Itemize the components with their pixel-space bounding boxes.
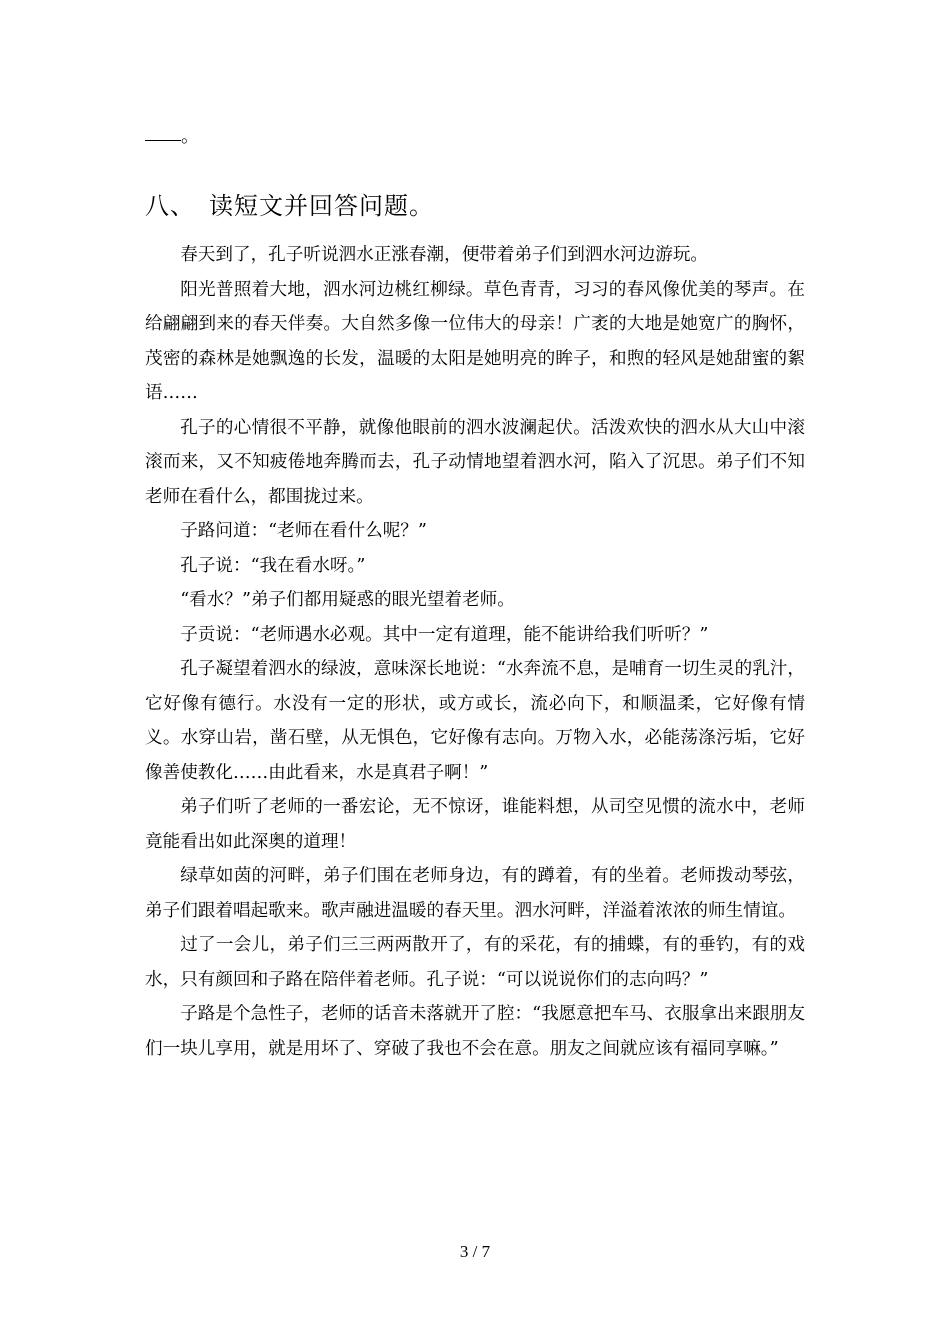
section-number: 八、	[145, 192, 195, 220]
passage-paragraph: 春天到了，孔子听说泗水正涨春潮，便带着弟子们到泗水河边游玩。	[180, 245, 709, 265]
passage-paragraph: 孔子的心情很不平静，就像他眼前的泗水波澜起伏。活泼欢快的泗水从大山中滚滚而来，又不知疲倦地奔腾而去，孔子动情地望着泗水河，陷入了沉思。弟子们不知老师在看什么，都围拢过来。	[145, 417, 805, 507]
passage-paragraph: 子路是个急性子，老师的话音未落就开了腔：“我愿意把车马、衣服拿出来跟朋友们一块儿享用，就是用坏了、穿破了我也不会在意。朋友之间就应该有福同享嘛。”	[145, 1004, 805, 1059]
answer-blank-suffix: 。	[181, 126, 199, 147]
passage-paragraph: 弟子们听了老师的一番宏论，无不惊讶，谁能料想，从司空见惯的流水中，老师竟能看出如此深奥的道理！	[145, 797, 805, 852]
passage-paragraph: 孔子凝望着泗水的绿波，意味深长地说：“水奔流不息，是哺育一切生灵的乳汁，它好像有德行。水没有一定的形状，或方或长，流必向下，和顺温柔，它好像有情义。水穿山岩，凿石壁，从无惧色，它好像有志向。万物入水，必能荡涤污垢，它好像善使教化……由此看来，水是真君子啊！”	[145, 659, 805, 783]
page-number: 3 / 7	[459, 1242, 491, 1261]
answer-blank-fragment	[145, 124, 199, 150]
passage-paragraph: 过了一会儿，弟子们三三两两散开了，有的采花，有的捕蝶，有的垂钓，有的戏水，只有颜回和子路在陪伴着老师。孔子说：“可以说说你们的志向吗？”	[145, 935, 805, 990]
section-heading	[145, 188, 434, 224]
answer-blank-underline	[145, 124, 181, 141]
passage-paragraph: 子路问道：“老师在看什么呢？”	[180, 521, 427, 541]
passage-paragraph: “看水？”弟子们都用疑惑的眼光望着老师。	[180, 590, 515, 610]
passage-paragraph: 阳光普照着大地，泗水河边桃红柳绿。草色青青，习习的春风像优美的琴声。在给翩翩到来的春天伴奏。大自然多像一位伟大的母亲！广袤的大地是她宽广的胸怀，茂密的森林是她飘逸的长发，温暖的太阳是她明亮的眸子，和煦的轻风是她甜蜜的絮语……	[145, 279, 805, 403]
passage-paragraph: 孔子说：“我在看水呀。”	[180, 555, 366, 576]
passage-paragraph: 绿草如茵的河畔，弟子们围在老师身边，有的蹲着，有的坐着。老师拨动琴弦，弟子们跟着唱起歌来。歌声融进温暖的春天里。泗水河畔，洋溢着浓浓的师生情谊。	[145, 866, 805, 921]
passage-paragraph: 子贡说：“老师遇水必观。其中一定有道理，能不能讲给我们听听？”	[180, 624, 709, 645]
section-title: 读短文并回答问题。	[209, 192, 434, 220]
reading-passage	[145, 238, 805, 1066]
